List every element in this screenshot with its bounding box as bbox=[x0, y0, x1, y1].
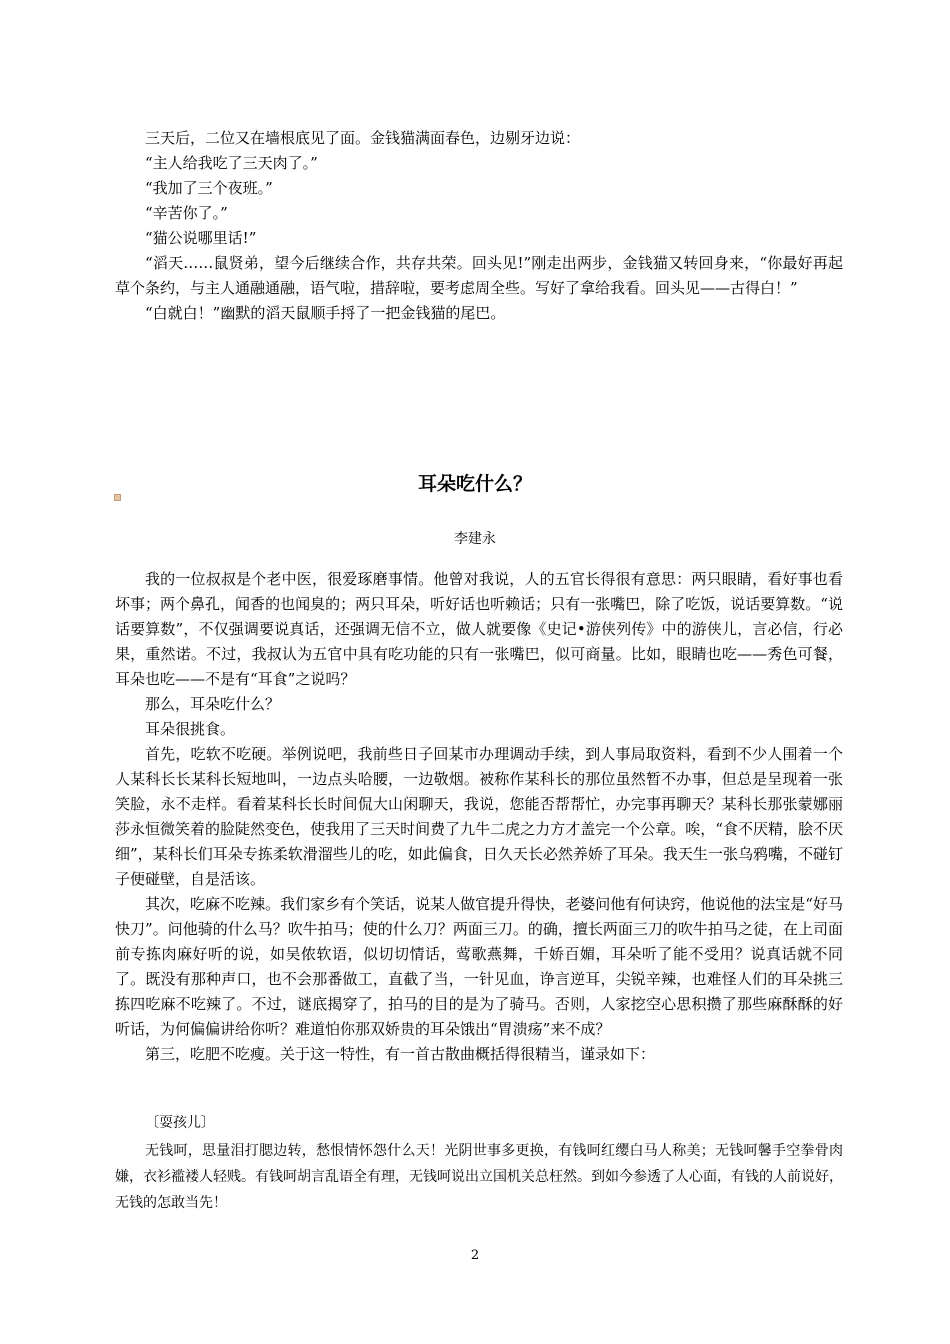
paragraph: “猫公说哪里话!” bbox=[145, 229, 257, 247]
paragraph: 三天后，二位又在墙根底见了面。金钱猫满面春色，边剔牙边说： bbox=[145, 129, 581, 147]
verse-text: 无钱呵，思量泪打腮边转，愁恨情怀怨什么天！光阴世事多更换，有钱呵红缨白马人称美；无钱呵馨手空拳骨肉嫌，衣衫褴褛人轻贱。有钱呵胡言乱语全有理，无钱呵说出立国机关总枉然。到如今参透了人心面，有钱的人前说好，无钱的怎敢当先！ bbox=[115, 1143, 843, 1211]
article-title: 耳朵吃什么？ bbox=[417, 473, 532, 495]
paragraph: 那么，耳朵吃什么？ bbox=[145, 695, 281, 713]
article-author: 李建永 bbox=[454, 531, 496, 547]
verse-block bbox=[115, 1138, 843, 1216]
paragraph: 第三，吃肥不吃瘦。关于这一特性，有一首古散曲概括得很精当，谨录如下： bbox=[145, 1045, 656, 1063]
paragraph: 我的一位叔叔是个老中医，很爱琢磨事情。他曾对我说，人的五官长得很有意思：两只眼睛，看好事也看坏事；两个鼻孔，闻香的也闻臭的；两只耳朵，听好话也听赖话；只有一张嘴巴，除了吃饭，说话要算数。“说话要算数”，不仅强调要说真话，还强调无信不立，做人就要像《史记•游侠列传》中的游侠儿，言必信，行必果，重然诺。不过，我叔认为五官中具有吃功能的只有一张嘴巴，似可商量。比如，眼睛也吃——秀色可餐，耳朵也吃——不是有“耳食”之说吗？ bbox=[115, 570, 843, 688]
page-number: 2 bbox=[470, 1248, 480, 1263]
article-body bbox=[115, 567, 843, 1067]
paragraph: “滔天……鼠贤弟，望今后继续合作，共存共荣。回头见!”刚走出两步，金钱猫又转回身来，“你最好再起草个条约，与主人通融通融，语气啦，措辞啦，要考虑周全些。写好了拿给我看。回头见——古得白！” bbox=[115, 254, 843, 297]
paragraph: “我加了三个夜班。” bbox=[145, 179, 273, 197]
verse-heading: 〔耍孩儿〕 bbox=[145, 1115, 215, 1131]
paragraph: “辛苦你了。” bbox=[145, 204, 228, 222]
paragraph: 首先，吃软不吃硬。举例说吧，我前些日子回某市办理调动手续，到人事局取资料，看到不少人围着一个人某科长长某科长短地叫，一边点头哈腰，一边敬烟。被称作某科长的那位虽然暂不办事，但总是呈现着一张笑脸，永不走样。看着某科长长时间侃大山闲聊天，我说，您能否帮帮忙，办完事再聊天？某科长那张蒙娜丽莎永恒微笑着的脸陡然变色，使我用了三天时间费了九牛二虎之力方才盖完一个公章。唉，“食不厌精，脍不厌细”，某科长们耳朵专拣柔软滑溜些儿的吃，如此偏食，日久天长必然养娇了耳朵。我天生一张乌鸦嘴，不碰钉子便碰壁，自是活该。 bbox=[115, 745, 843, 888]
story-ending bbox=[115, 126, 843, 326]
paragraph: “主人给我吃了三天肉了。” bbox=[145, 154, 318, 172]
paragraph: 其次，吃麻不吃辣。我们家乡有个笑话，说某人做官提升得快，老婆问他有何诀窍，他说他的法宝是“好马快刀”。问他骑的什么马？吹牛拍马；使的什么刀？两面三刀。的确，擅长两面三刀的吹牛拍马之徒，在上司面前专拣肉麻好听的说，如吴侬软语，似切切情话，莺歌燕舞，千娇百媚，耳朵听了能不受用？说真话就不同了。既没有那种声口，也不会那番做工，直截了当，一针见血，诤言逆耳，尖锐辛辣，也难怪人们的耳朵挑三拣四吃麻不吃辣了。不过，谜底揭穿了，拍马的目的是为了骑马。否则，人家挖空心思积攒了那些麻酥酥的好听话，为何偏偏讲给你听？难道怕你那双娇贵的耳朵饿出“胃溃疡”来不成？ bbox=[115, 895, 843, 1038]
paragraph: “白就白！”幽默的滔天鼠顺手捋了一把金钱猫的尾巴。 bbox=[145, 304, 506, 322]
paragraph: 耳朵很挑食。 bbox=[145, 720, 236, 738]
